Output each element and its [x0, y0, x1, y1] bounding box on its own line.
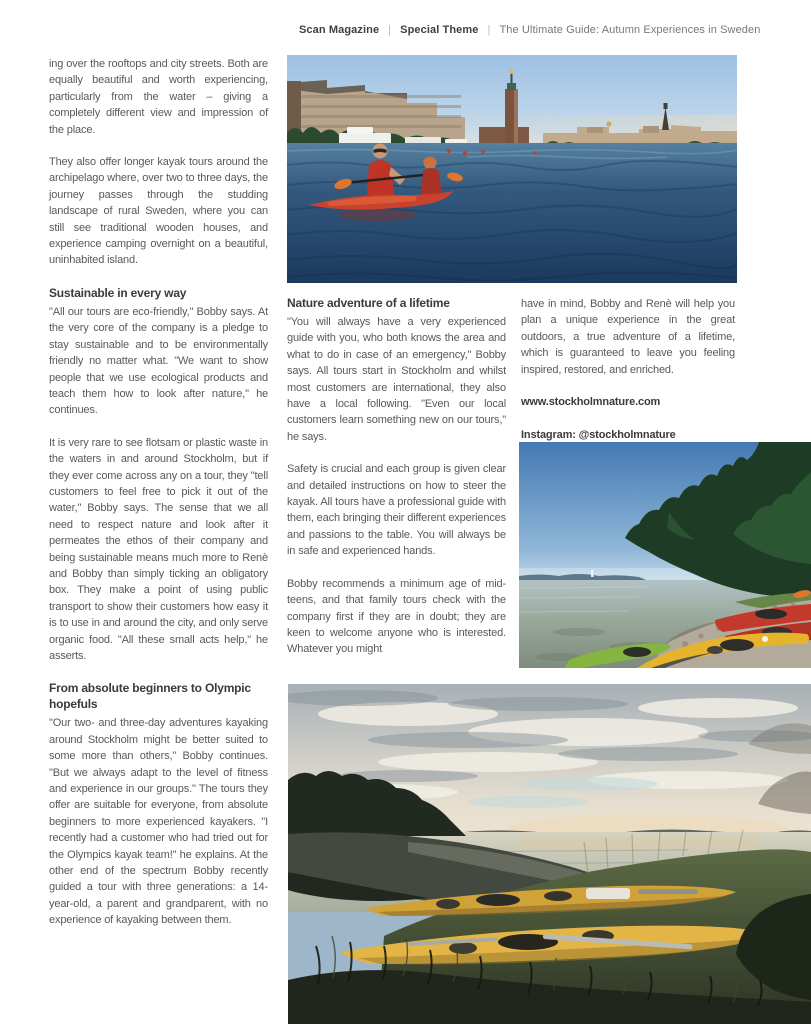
website-url: www.stockholmnature.com: [521, 396, 661, 409]
photo-kayaks-shoreline-art: [519, 442, 811, 668]
running-head: [299, 24, 759, 36]
paragraph: "You will always have a very experienced guide with you, who both knows the area and what to do in case of an emergency," Bobby says. All tours start in Stockholm and whilst most customers are international, they also have a local following. "Even our local customers learn something new on our tours," he says.: [287, 316, 506, 443]
photo-kayaks-shoreline: [519, 442, 811, 668]
heading-beginners: From absolute beginners to Olympic hopefuls: [49, 681, 251, 712]
article-title: The Ultimate Guide: Autumn Experiences in Sweden: [499, 24, 761, 36]
section-name: Special Theme: [400, 24, 479, 36]
paragraph: Safety is crucial and each group is given clear and detailed instructions on how to steer the kayak. All tours have a professional guide with them, each bringing their different experiences and passions to the table. You will always be in safe and experienced hands.: [287, 463, 506, 558]
paragraph: "All our tours are eco-friendly," Bobby says. At the very core of the company is a pledge to stay sustainable and to be environmentally friendly no matter what. "We want to show people that we use ecological products and teach them how to look after nature," he continues.: [49, 305, 268, 417]
column-right: [521, 296, 735, 443]
paragraph: ing over the rooftops and city streets. Both are equally beautiful and worth experiencing, particularly from the water – giving a completely different view and impression of the place.: [49, 58, 268, 136]
paragraph: It is very rare to see flotsam or plastic waste in the waters in and around Stockholm, but if they ever come across any on a tour, they "tell customers to feel free to pick it out of the water," Bobby says. The sense that we all need to respect nature and look after it permeates the ethos of their company and being sustainable means much more to Renè and Bobby than simply ticking an obligatory box. They make a point of using public transport to show their customers how easy it is to use in and around the city, and only serve organic food. "All these small acts help," he asserts.: [49, 436, 268, 662]
magazine-name: Scan Magazine: [299, 24, 380, 36]
paragraph: They also offer longer kayak tours around the archipelago where, over two to three days, the journey passes through the studding landscape of rural Sweden, where you can still see traditional wooden houses, and experience camping overnight on a beautiful, uninhabited island.: [49, 156, 268, 267]
header-separator: |: [487, 24, 491, 36]
instagram-handle: Instagram: @stockholmnature: [521, 428, 676, 441]
column-middle: [287, 295, 506, 658]
photo-kayaks-sunset-art: [288, 684, 811, 1024]
photo-kayaks-sunset: [288, 684, 811, 1024]
header-separator: |: [388, 24, 392, 36]
photo-kayakers-stockholm: [287, 55, 737, 283]
paragraph: Bobby recommends a minimum age of mid-teens, and that family tours check with the company first if they are in doubt; they are keen to welcome anyone who is interested. Whatever you might: [287, 577, 506, 656]
heading-sustainable: Sustainable in every way: [49, 285, 187, 300]
paragraph: "Our two- and three-day adventures kayaking around Stockholm might be better suited to some more than others," Bobby continues. "But we always adapt to the level of fitness and experience in our groups." The tours they offer are suitable for everyone, from absolute beginners to more experienced kayakers. "I recently had a customer who had tried out for the Olympics kayak team!" he explains. At the other end of the spectrum Bobby recently guided a tour with three generations: a 14-year-old, a parent and grandparent, with no experience of kayaking between them.: [49, 717, 268, 927]
heading-nature-adventure: Nature adventure of a lifetime: [287, 296, 450, 310]
column-left: [49, 56, 268, 929]
paragraph: have in mind, Bobby and Renè will help you plan a unique experience in the great outdoors, a true adventure of a lifetime, which is guaranteed to leave you feeling inspired, restored, and enriched.: [521, 298, 735, 376]
photo-kayakers-stockholm-art: [287, 55, 737, 283]
